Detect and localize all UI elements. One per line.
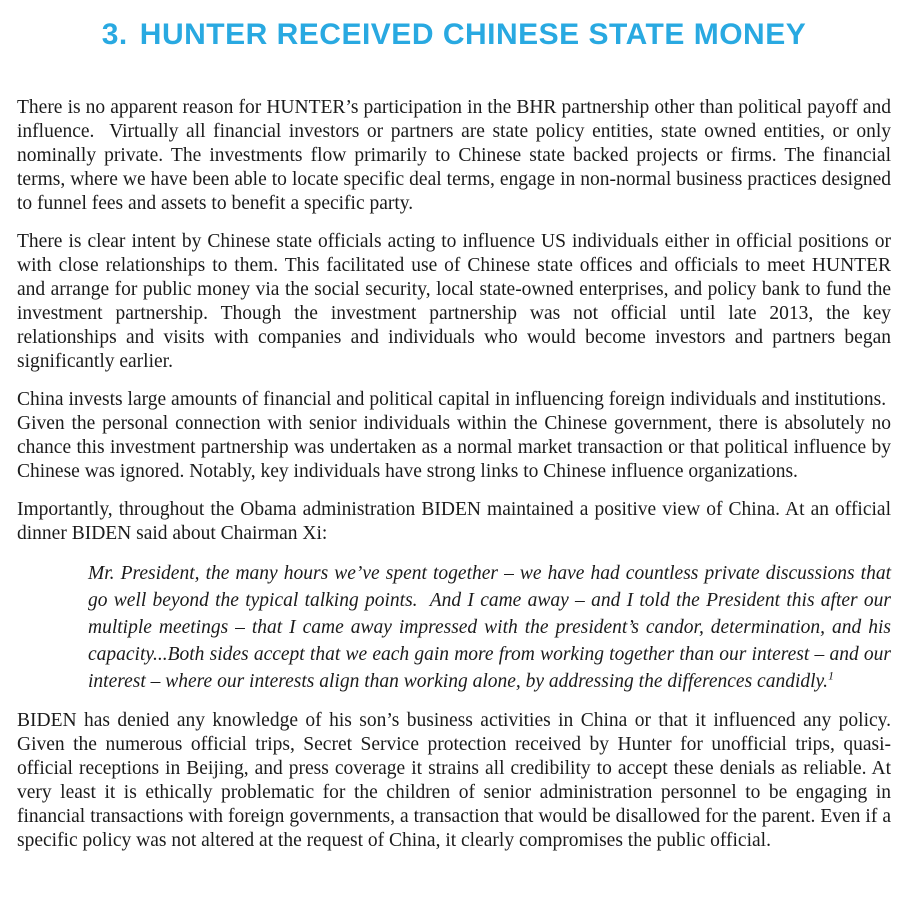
paragraph-3: China invests large amounts of financial and political capital in influencing foreign individuals and institutions. Given the personal connection with senior individuals within the Chinese government, there is absolutely no chance this investment partnership was undertaken as a normal market transaction or that political influence by Chinese was ignored. Notably, key individuals have strong links to Chinese influence organizations. xyxy=(17,389,891,482)
paragraph-1: There is no apparent reason for HUNTER’s participation in the BHR partnership other than political payoff and influence. Virtually all financial investors or partners are state policy entities, state owned entities, or only nominally private. The investments flow primarily to Chinese state backed projects or firms. The financial terms, where we have been able to locate specific deal terms, engage in non-normal business practices designed to funnel fees and assets to benefit a specific party. xyxy=(17,97,891,214)
paragraph-4: Importantly, throughout the Obama administration BIDEN maintained a positive view of China. At an official dinner BIDEN said about Chairman Xi: xyxy=(17,499,891,544)
block-quote xyxy=(88,560,891,695)
footnote-marker: 1 xyxy=(828,668,835,683)
section-number: 3. xyxy=(101,18,128,51)
quote-text: Mr. President, the many hours we’ve spent together – we have had countless private discussions that go well beyond the typical talking points. And I came away – and I told the President this after our multiple meetings – that I came away impressed with the president’s candor, determination, and his capacity...Both sides accept that we each gain more from working together than our interest – and our interest – where our interests align than working alone, by addressing the differences candidly. xyxy=(88,563,891,692)
paragraph-5: BIDEN has denied any knowledge of his son’s business activities in China or that it influenced any policy. Given the numerous official trips, Secret Service protection received by Hunter for unofficial trips, quasi-official receptions in Beijing, and press coverage it strains all credibility to accept these denials as reliable. At very least it is ethically problematic for the children of senior administration personnel to be engaging in financial transactions with foreign governments, a transaction that would be disallowed for the parent. Even if a specific policy was not altered at the request of China, it clearly compromises the public official. xyxy=(17,710,891,851)
section-title: HUNTER RECEIVED CHINESE STATE MONEY xyxy=(139,18,807,51)
paragraph-2: There is clear intent by Chinese state officials acting to influence US individuals either in official positions or with close relationships to them. This facilitated use of Chinese state offices and officials to meet HUNTER and arrange for public money via the social security, local state-owned enterprises, and policy bank to fund the investment partnership. Though the investment partnership was not official until late 2013, the key relationships and visits with companies and individuals who would become investors and partners began significantly earlier. xyxy=(17,231,891,372)
section-heading xyxy=(17,18,891,52)
